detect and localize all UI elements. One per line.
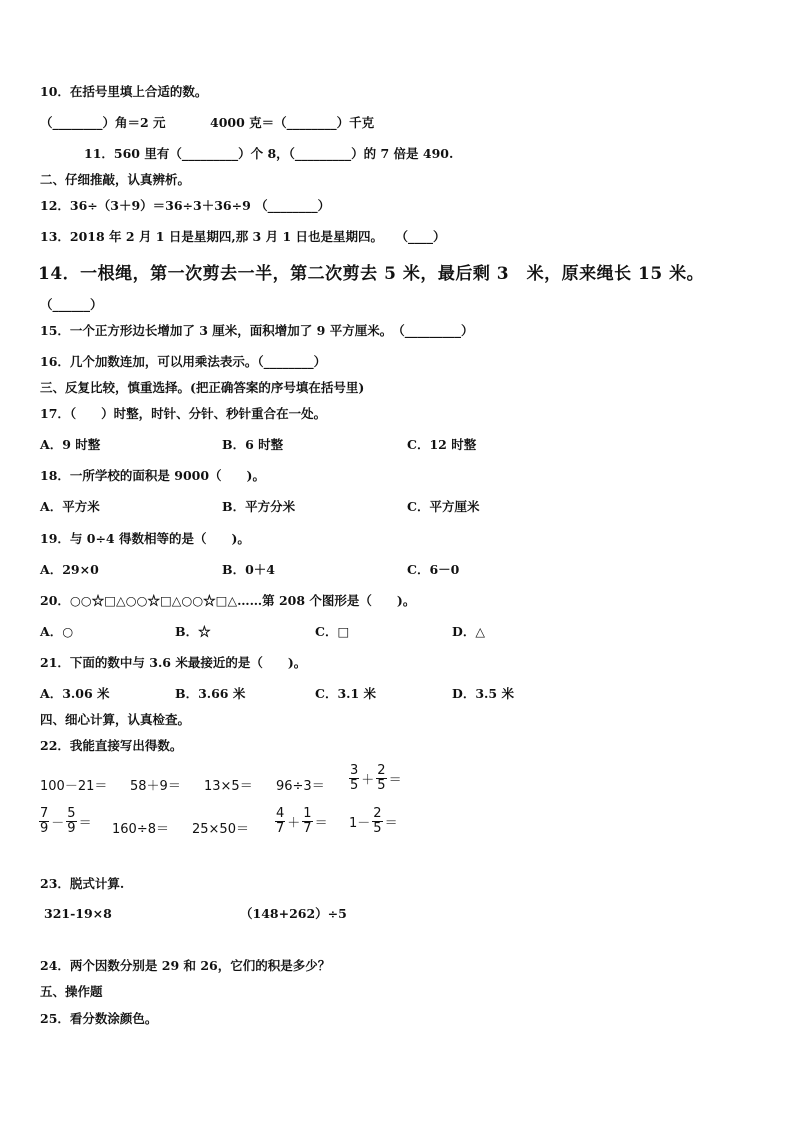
q10-blank-a: （________）角＝2 元 — [40, 115, 166, 130]
q23-title: 23．脱式计算. — [40, 876, 125, 891]
q18-option-b: B．平方分米 — [222, 499, 296, 514]
q14-text: 14．一根绳，第一次剪去一半，第二次剪去 5 米，最后剩 3 米，原来绳长 15 米。 — [38, 264, 705, 284]
q13-text: 13．2018 年 2 月 1 日是星期四,那 3 月 1 日也是星期四。 （____） — [40, 229, 446, 244]
q21-text: 21．下面的数中与 3.6 米最接近的是（ )。 — [40, 655, 307, 670]
section-4-title: 四、细心计算，认真检查。 — [40, 712, 191, 727]
section-3-title: 三、反复比较，慎重选择。(把正确答案的序号填在括号里) — [40, 380, 365, 395]
q20-option-a: A．○ — [40, 624, 74, 639]
q12-text: 12．36÷（3＋9）＝36÷3＋36÷9 （________） — [40, 198, 331, 213]
q25-text: 25．看分数涂颜色。 — [40, 1011, 158, 1026]
q18-option-c: C．平方厘米 — [407, 499, 480, 514]
q23-expr-a: 321-19×8 — [44, 906, 112, 921]
q22-fraction-sum-1: $\frac{3}{5}$ ＋ $\frac{2}{5}$ ＝ — [350, 763, 402, 793]
q20-text: 20．○○☆□△○○☆□△○○☆□△……第 208 个图形是（ )。 — [40, 593, 416, 608]
q22-item-1: 100－21＝ — [40, 779, 108, 794]
q21-option-c: C．3.1 米 — [315, 686, 377, 701]
q22-fraction-diff-2: 1－ $\frac{2}{5}$ ＝ — [349, 806, 398, 836]
q20-option-b: B．☆ — [175, 624, 211, 639]
q19-option-b: B．0＋4 — [222, 562, 275, 577]
q18-text: 18．一所学校的面积是 9000（ )。 — [40, 468, 265, 483]
q22-item-6: 160÷8＝ — [112, 822, 169, 837]
q20-option-c: C．□ — [315, 624, 350, 639]
q17-option-b: B．6 时整 — [222, 437, 284, 452]
q22-title: 22．我能直接写出得数。 — [40, 738, 183, 753]
q22-item-4: 96÷3＝ — [276, 779, 325, 794]
q23-expr-b: （148+262）÷5 — [240, 906, 347, 921]
q22-item-3: 13×5＝ — [204, 779, 253, 794]
q19-option-a: A．29×0 — [40, 562, 99, 577]
q17-option-a: A．9 时整 — [40, 437, 101, 452]
q11-text: 11．560 里有（_________）个 8，（_________）的 7 倍是 490. — [84, 146, 454, 161]
section-2-title: 二、仔细推敲，认真辨析。 — [40, 172, 191, 187]
q15-text: 15．一个正方形边长增加了 3 厘米，面积增加了 9 平方厘米。 （_________） — [40, 323, 474, 338]
q19-text: 19．与 0÷4 得数相等的是（ )。 — [40, 531, 250, 546]
q14-blank: （______） — [40, 297, 103, 312]
q22-item-2: 58＋9＝ — [130, 779, 181, 794]
section-5-title: 五、操作题 — [40, 984, 103, 999]
q22-item-7: 25×50＝ — [192, 822, 249, 837]
q21-option-a: A．3.06 米 — [40, 686, 110, 701]
q10-title: 10．在括号里填上合适的数。 — [40, 84, 208, 99]
q19-option-c: C．6－0 — [407, 562, 460, 577]
q17-text: 17．（ ）时整，时针、分针、秒针重合在一处。 — [40, 406, 327, 421]
q18-option-a: A．平方米 — [40, 499, 100, 514]
q10-blank-b: 4000 克＝（________）千克 — [210, 115, 375, 130]
q16-text: 16．几个加数连加，可以用乘法表示。（________） — [40, 354, 327, 369]
q22-fraction-sum-2: $\frac{4}{7}$ ＋ $\frac{1}{7}$ ＝ — [276, 806, 328, 836]
q17-option-c: C．12 时整 — [407, 437, 477, 452]
q22-fraction-diff-1: $\frac{7}{9}$ － $\frac{5}{9}$ ＝ — [40, 806, 92, 836]
q24-text: 24．两个因数分别是 29 和 26，它们的积是多少？ — [40, 958, 331, 973]
q21-option-b: B．3.66 米 — [175, 686, 246, 701]
q20-option-d: D．△ — [452, 624, 485, 639]
q21-option-d: D．3.5 米 — [452, 686, 514, 701]
